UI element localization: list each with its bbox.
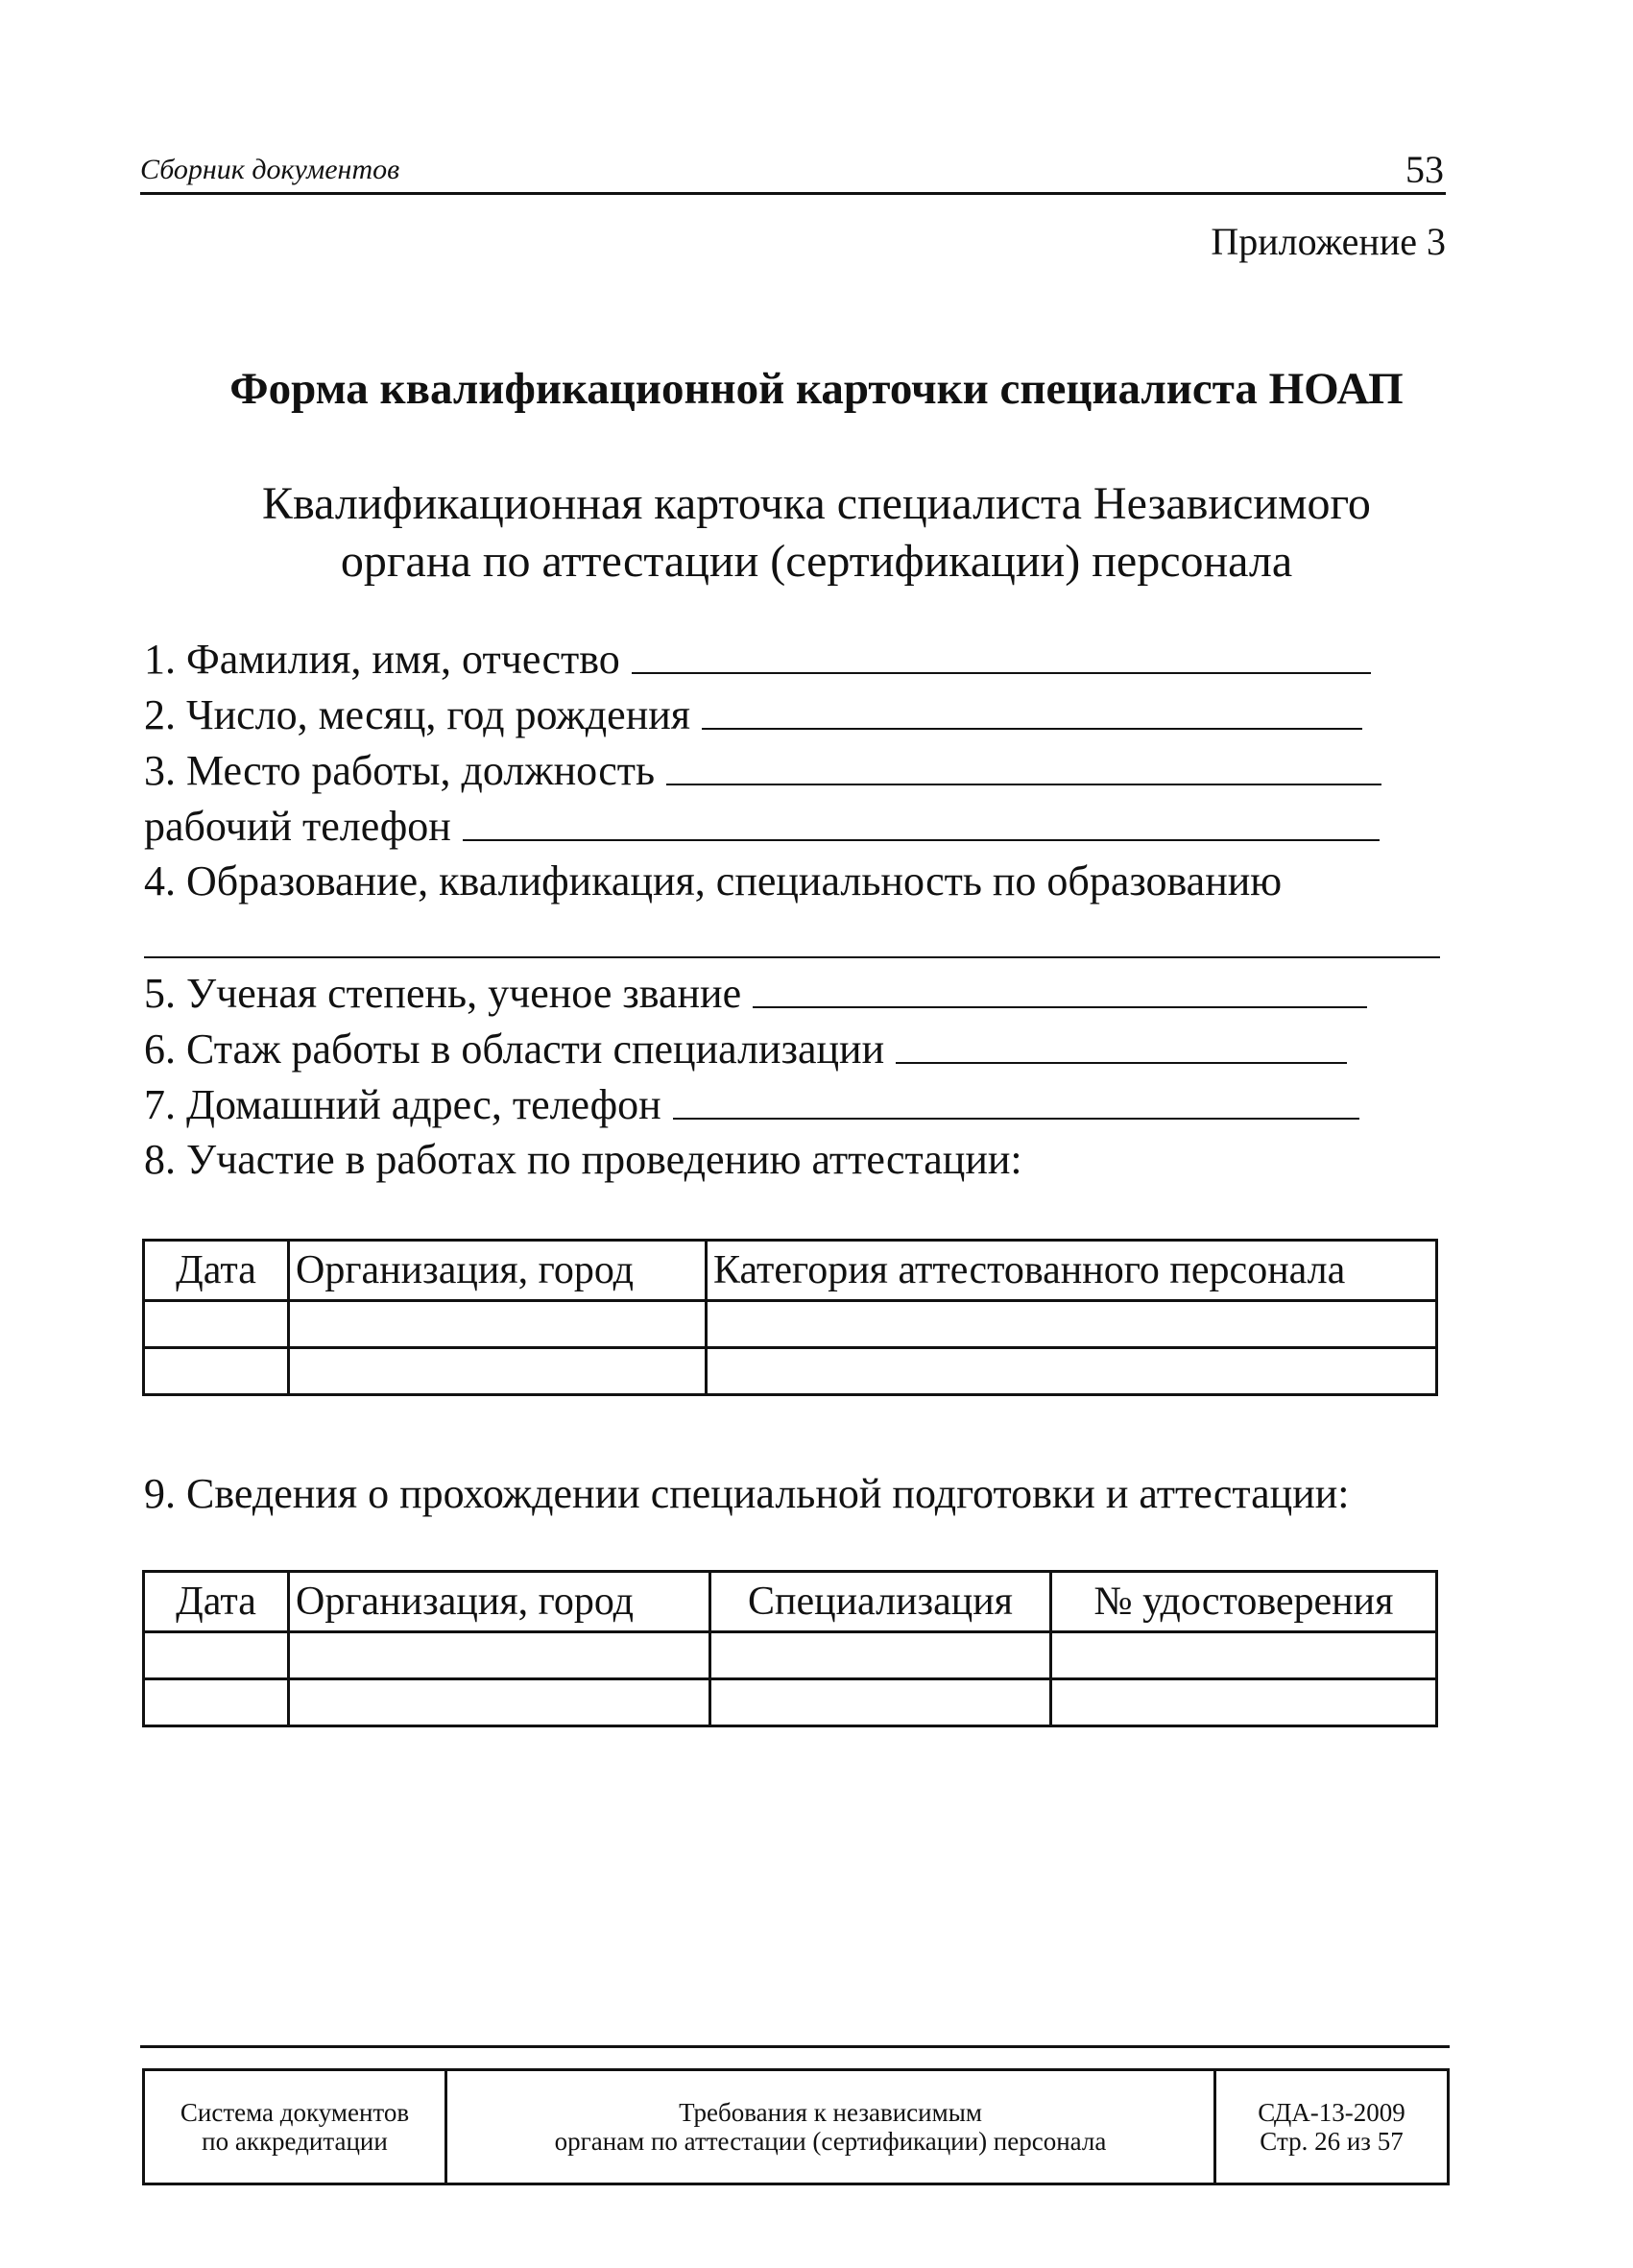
column-header: Специализация [710,1572,1051,1632]
table-cell[interactable] [289,1301,707,1348]
participation-table [142,1239,1438,1396]
footer-system-line-2: по аккредитации [202,2127,388,2156]
field-participation-label: 8. Участие в работах по проведению аттестации: [144,1136,1022,1183]
full-name-blank [632,672,1371,674]
workplace-blank [666,784,1381,785]
field-education-label: 4. Образование, квалификация, специальность по образованию [144,857,1283,905]
field-birth-date [144,689,1362,739]
table-cell[interactable] [707,1301,1437,1348]
table-row [144,1301,1437,1348]
field-full-name [144,634,1371,684]
table-row [144,1679,1437,1726]
field-work-phone [144,801,1380,851]
field-experience [144,1024,1347,1074]
card-title [0,475,1633,591]
field-degree [144,968,1367,1018]
footer-title-cell [446,2070,1215,2184]
field-home-address [144,1079,1359,1129]
table-header-row [144,1241,1437,1301]
table-cell[interactable] [707,1348,1437,1395]
document-footer [142,2068,1450,2185]
degree-blank [753,1006,1367,1008]
column-header: Дата [144,1572,289,1632]
column-header: Дата [144,1241,289,1301]
column-header: Категория аттестованного персонала [707,1241,1437,1301]
field-work-phone-label: рабочий телефон [144,803,451,850]
table-cell[interactable] [710,1632,1051,1679]
appendix-label: Приложение 3 [1211,220,1446,263]
field-full-name-label: 1. Фамилия, имя, отчество [144,636,620,683]
footer-code-cell [1215,2070,1449,2184]
running-header [140,142,1446,195]
page-number: 53 [1405,148,1444,191]
field-workplace [144,745,1381,795]
training-table [142,1570,1438,1727]
footer-rule [140,2045,1450,2048]
birth-date-blank [702,728,1362,730]
footer-doc-code: СДА-13-2009 [1258,2098,1405,2127]
table-header-row [144,1572,1437,1632]
table-cell[interactable] [1051,1679,1437,1726]
table-cell[interactable] [289,1348,707,1395]
education-blank [144,956,1440,958]
work-phone-blank [463,839,1380,841]
footer-title-line-2: органам по аттестации (сертификации) персонала [554,2127,1107,2156]
card-title-line-2: органа по аттестации (сертификации) персонала [340,536,1293,587]
table-row [144,1632,1437,1679]
home-address-blank [673,1118,1359,1120]
field-training-label: 9. Сведения о прохождении специальной подготовки и аттестации: [144,1470,1350,1517]
table-cell[interactable] [144,1632,289,1679]
field-degree-label: 5. Ученая степень, ученое звание [144,970,742,1017]
footer-system-cell [144,2070,446,2184]
card-title-line-1: Квалификационная карточка специалиста Независимого [262,478,1371,529]
experience-blank [896,1062,1347,1064]
footer-title-line-1: Требования к независимым [679,2098,982,2127]
column-header: Организация, город [289,1241,707,1301]
form-title: Форма квалификационной карточки специалиста НОАП [229,364,1404,414]
table-cell[interactable] [144,1301,289,1348]
table-cell[interactable] [144,1679,289,1726]
table-cell[interactable] [289,1632,710,1679]
table-row [144,1348,1437,1395]
table-cell[interactable] [289,1679,710,1726]
table-cell[interactable] [1051,1632,1437,1679]
field-birth-date-label: 2. Число, месяц, год рождения [144,691,691,738]
field-home-address-label: 7. Домашний адрес, телефон [144,1081,661,1128]
table-cell[interactable] [144,1348,289,1395]
column-header: № удостоверения [1051,1572,1437,1632]
field-workplace-label: 3. Место работы, должность [144,747,656,794]
footer-page-count: Стр. 26 из 57 [1260,2127,1404,2156]
column-header: Организация, город [289,1572,710,1632]
collection-title: Сборник документов [140,154,400,185]
footer-system-line-1: Система документов [180,2098,410,2127]
table-cell[interactable] [710,1679,1051,1726]
field-experience-label: 6. Стаж работы в области специализации [144,1025,885,1073]
